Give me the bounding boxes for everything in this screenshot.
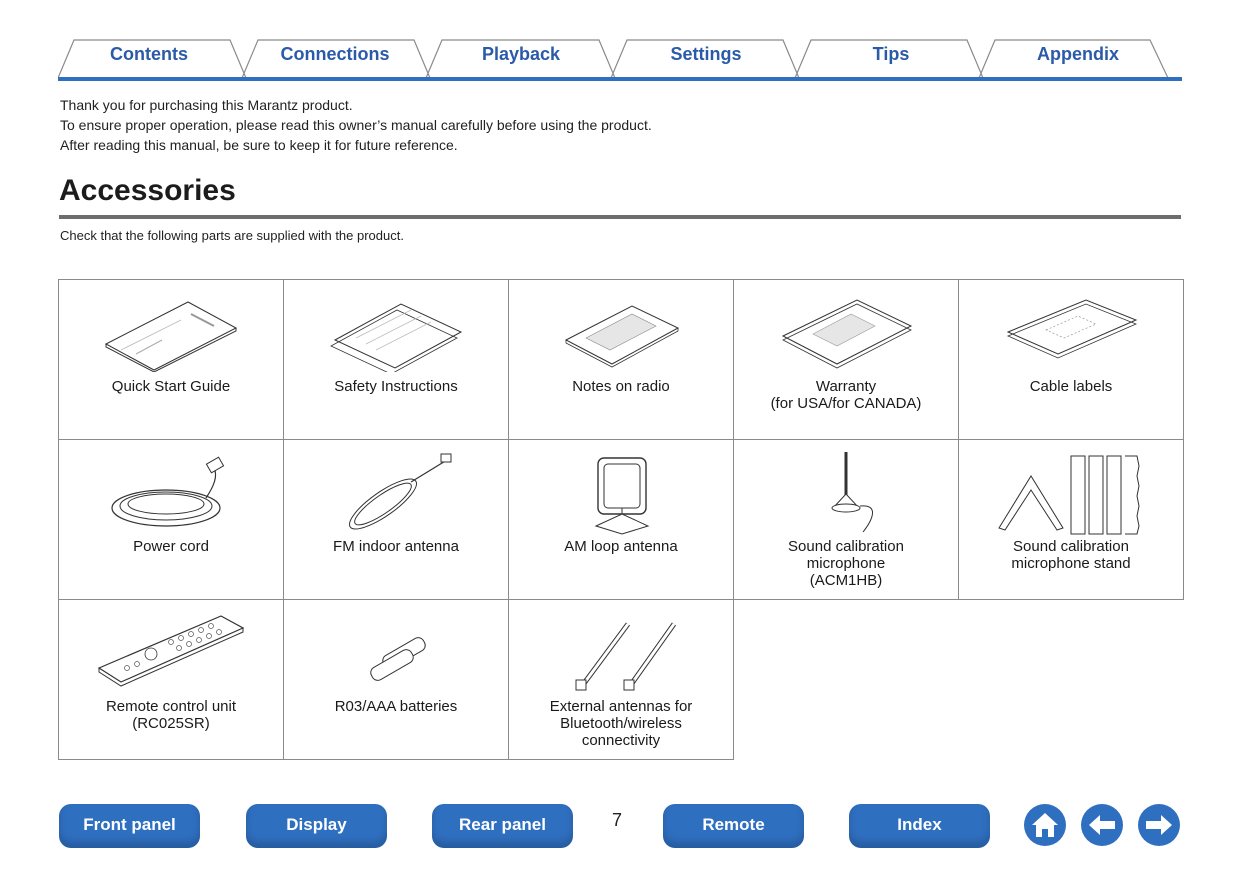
accessory-cell — [284, 280, 509, 440]
accessory-label: Warranty (for USA/for CANADA) — [770, 378, 922, 412]
tab-connections[interactable]: Connections — [280, 44, 390, 64]
fm-antenna-icon — [321, 446, 471, 538]
accessory-label: Sound calibration microphone (ACM1HB) — [788, 538, 904, 589]
arrow-right-icon — [1138, 804, 1180, 846]
tab-bar — [58, 36, 1182, 82]
intro-text — [60, 95, 652, 155]
index-button[interactable] — [849, 804, 990, 848]
accessory-cell — [959, 440, 1184, 600]
display-button[interactable] — [246, 804, 387, 848]
arrow-left-icon — [1081, 804, 1123, 846]
accessory-cell — [59, 280, 284, 440]
page-title: Accessories — [59, 174, 236, 207]
intro-line: To ensure proper operation, please read this owner’s manual carefully before using the product. — [60, 117, 652, 133]
accessory-label: Safety Instructions — [334, 378, 458, 395]
empty-cell — [959, 600, 1184, 760]
accessory-cell — [509, 280, 734, 440]
display-label: Display — [286, 815, 347, 834]
table-row — [59, 440, 1184, 600]
tab-tips[interactable]: Tips — [872, 44, 910, 64]
am-loop-antenna-icon — [546, 446, 696, 538]
table-row — [59, 280, 1184, 440]
microphone-icon — [771, 446, 921, 538]
intro-line: Thank you for purchasing this Marantz product. — [60, 97, 353, 113]
accessory-cell — [284, 600, 509, 760]
notes-on-radio-icon — [546, 292, 696, 372]
index-label: Index — [897, 815, 942, 834]
tab-settings[interactable]: Settings — [670, 44, 742, 64]
power-cord-icon — [96, 446, 246, 538]
front-panel-button[interactable] — [59, 804, 200, 848]
accessory-label: Cable labels — [1029, 378, 1113, 395]
forward-button[interactable] — [1138, 804, 1180, 846]
accessory-cell — [734, 440, 959, 600]
tab-appendix[interactable]: Appendix — [1036, 44, 1119, 64]
remote-button[interactable] — [663, 804, 804, 848]
tab-playback[interactable]: Playback — [481, 44, 561, 64]
accessory-cell — [509, 440, 734, 600]
accessory-label: External antennas for Bluetooth/wireless connectivity — [549, 698, 693, 749]
accessory-cell — [59, 600, 284, 760]
back-button[interactable] — [1081, 804, 1123, 846]
accessory-cell — [59, 440, 284, 600]
table-row — [59, 600, 1184, 760]
accessory-label: Quick Start Guide — [111, 378, 231, 395]
warranty-icon — [771, 292, 921, 372]
accessory-label: FM indoor antenna — [333, 538, 459, 555]
accessories-table — [58, 279, 1184, 760]
home-icon — [1024, 804, 1066, 846]
microphone-stand-icon — [991, 446, 1151, 538]
safety-instructions-icon — [321, 292, 471, 372]
quick-start-guide-icon — [96, 292, 246, 372]
external-antennas-icon — [546, 606, 696, 698]
page-number: 7 — [612, 810, 623, 830]
home-button[interactable] — [1024, 804, 1066, 846]
remote-control-icon — [91, 606, 251, 698]
accessory-cell — [734, 280, 959, 440]
accessory-label: R03/AAA batteries — [334, 698, 458, 715]
accessory-label: Notes on radio — [572, 378, 670, 395]
rear-panel-button[interactable] — [432, 804, 573, 848]
rear-panel-label: Rear panel — [459, 815, 546, 834]
cable-labels-icon — [996, 292, 1146, 372]
remote-label: Remote — [702, 815, 765, 834]
accessory-cell — [509, 600, 734, 760]
empty-cell — [734, 600, 959, 760]
batteries-icon — [321, 606, 471, 698]
accessory-cell — [284, 440, 509, 600]
accessory-label: AM loop antenna — [564, 538, 678, 555]
title-divider — [59, 215, 1181, 219]
front-panel-label: Front panel — [83, 815, 176, 834]
accessory-label: Remote control unit (RC025SR) — [105, 698, 237, 732]
accessory-label: Power cord — [133, 538, 209, 555]
check-text: Check that the following parts are supplied with the product. — [60, 228, 404, 243]
intro-line: After reading this manual, be sure to keep it for future reference. — [60, 137, 458, 153]
accessory-cell — [959, 280, 1184, 440]
accessory-label: Sound calibration microphone stand — [1011, 538, 1131, 572]
tab-contents[interactable]: Contents — [110, 44, 188, 64]
